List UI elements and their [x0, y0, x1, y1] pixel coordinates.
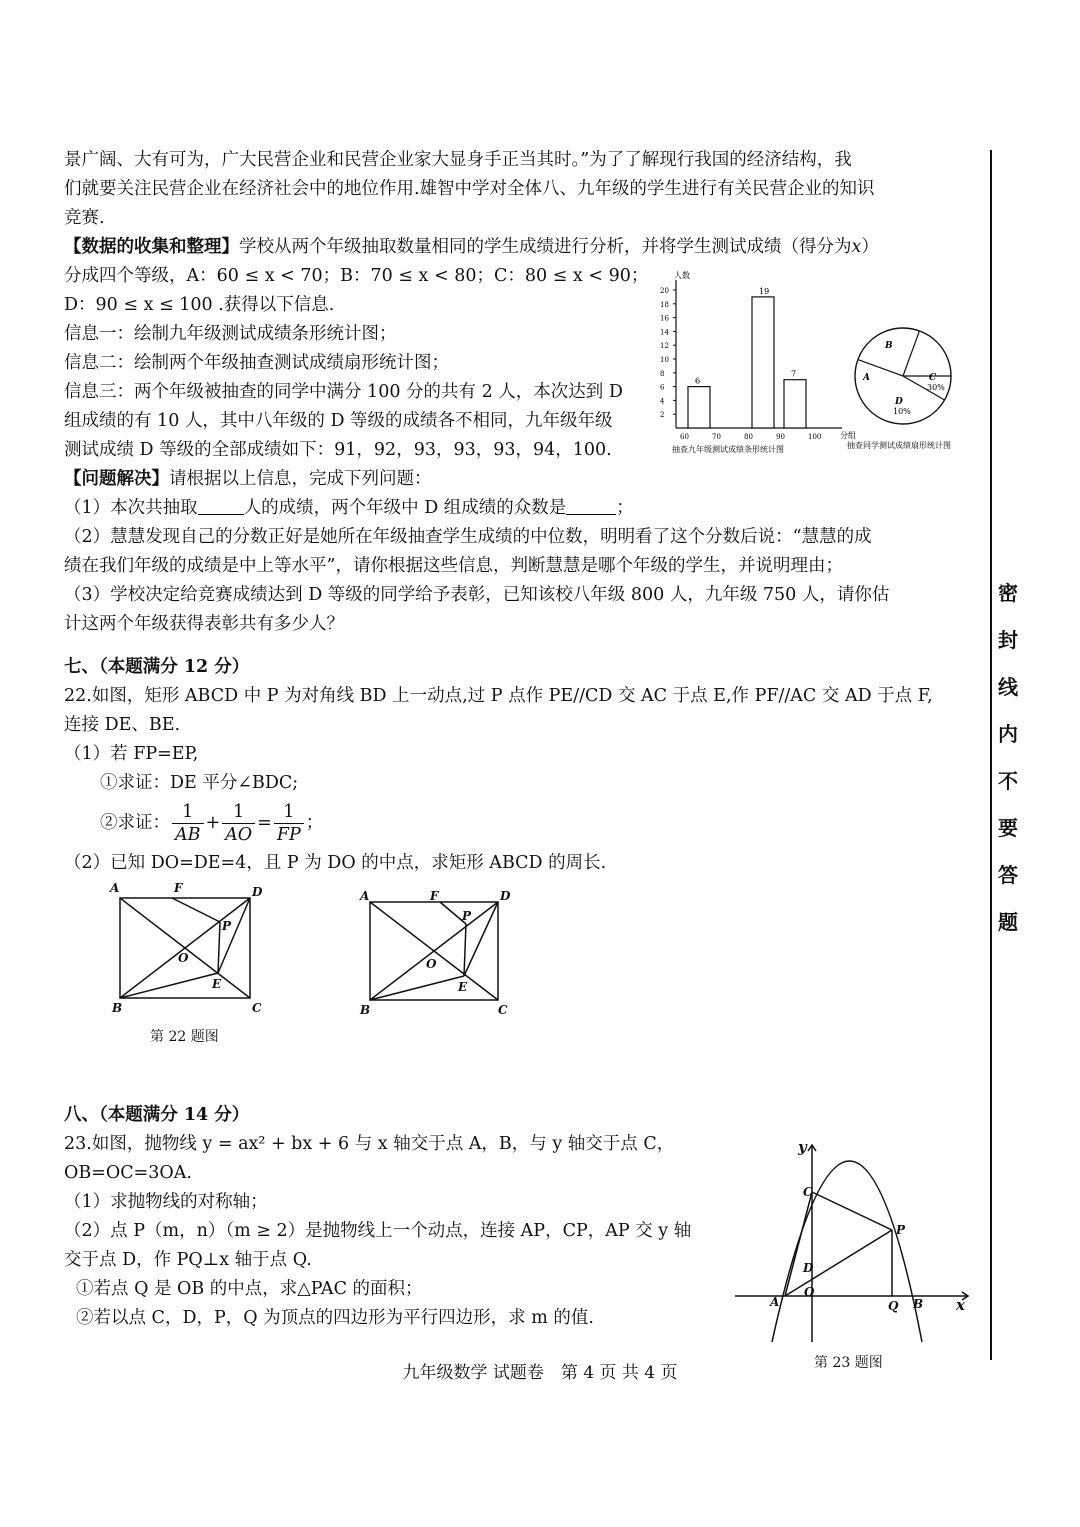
bar-y-tick-label: 14 [660, 328, 669, 337]
seal-char: 要 [998, 816, 1018, 840]
seg-fp-left [172, 898, 220, 922]
q23-figure-caption: 第 23 题图 [814, 1355, 883, 1371]
bar-y-tick-label: 2 [660, 411, 665, 420]
q21-info-1: 信息一：绘制九年级测试成绩条形统计图； [64, 324, 397, 344]
label-d-left: D [252, 885, 263, 899]
q21-grade-d: D：90 ≤ x ≤ 100 .获得以下信息. [64, 295, 335, 315]
bar-x-tick-label: 100 [808, 433, 822, 441]
label-c-left: C [252, 1001, 262, 1015]
label-b-left: B [112, 1001, 123, 1015]
q21-info-3c: 测试成绩 D 等级的全部成绩如下：91，92，93，93，93，94，100. [64, 440, 612, 460]
seg-ap [785, 1230, 892, 1296]
seg-pe-left [218, 922, 220, 973]
q23-part-2-1: ①若点 Q 是 OB 的中点，求△PAC 的面积； [76, 1279, 423, 1299]
bar-chart [648, 268, 856, 454]
q23-part-2a: （2）点 P（m，n）（m ≥ 2）是抛物线上一个动点，连接 AP，CP，AP 交 y 轴 [64, 1221, 692, 1241]
q22-figure-caption: 第 22 题图 [150, 1029, 219, 1045]
bar-y-tick-label: 12 [660, 342, 669, 351]
seal-char: 内 [998, 722, 1018, 746]
seg-be-right [370, 976, 464, 1000]
label-e-right: E [458, 980, 468, 994]
label-q: Q [888, 1299, 899, 1313]
q22-part-2: （2）已知 DO=DE=4，且 P 为 DO 的中点，求矩形 ABCD 的周长. [64, 853, 607, 873]
seal-char: 题 [998, 910, 1018, 934]
label-c: C [803, 1185, 813, 1199]
bar-x-tick-label: 70 [712, 433, 721, 441]
pie-label-D: D [895, 397, 903, 407]
q23-part-2-2: ②若以点 C，D，P，Q 为顶点的四边形为平行四边形，求 m 的值. [76, 1308, 594, 1328]
q23-part-2b: 交于点 D，作 PQ⊥x 轴于点 Q. [64, 1250, 312, 1270]
q21-part-1-a: （1）本次共抽取 [64, 498, 198, 518]
bar-y-tick-label: 18 [660, 300, 669, 309]
problem-solving-heading: 【问题解决】 [64, 469, 169, 489]
pie-chart-title: 抽查同学测试成绩扇形统计图 [847, 441, 951, 450]
q23-part-1: （1）求抛物线的对称轴； [64, 1192, 268, 1212]
bar-y-tick-label: 20 [660, 287, 669, 295]
close-paren: ） [861, 237, 879, 257]
q23-figure [730, 1130, 980, 1350]
numerator: 1 [172, 801, 204, 824]
label-a-left: A [110, 881, 120, 895]
bar-x-tick-label: 60 [680, 433, 689, 441]
seg-ac [785, 1192, 812, 1296]
q22-part-1-1: ①求证：DE 平分∠BDC; [100, 773, 299, 793]
intro-line-2: 们就要关注民营企业在经济社会中的地位作用.雄智中学对全体八、九年级的学生进行有关民营企业的知识 [64, 179, 875, 199]
seal-char: 密 [998, 581, 1018, 605]
seg-cp [812, 1192, 892, 1230]
label-b: B [913, 1297, 924, 1311]
seal-char: 不 [998, 769, 1018, 793]
semicolon: ； [305, 813, 324, 833]
page-footer: 九年级数学 试题卷 第 4 页 共 4 页 [402, 1363, 678, 1383]
q21-solve-line [64, 467, 944, 491]
pie-label-C: C [929, 373, 937, 383]
seal-char: 答 [998, 863, 1018, 887]
bar-x-tick-label: 90 [776, 433, 785, 441]
label-f-right: F [430, 889, 439, 903]
label-e-left: E [212, 977, 222, 991]
bar-x-tick-label: 80 [744, 433, 753, 441]
seg-pe-right [464, 924, 466, 976]
q21-grades-line: 分成四个等级，A：60 ≤ x < 70；B：70 ≤ x < 80；C：80 ≤ x < 90； [64, 266, 649, 286]
denominator: AB [175, 825, 201, 845]
q21-part-1-b: 人的成绩，两个年级中 D 组成绩的众数是 [243, 498, 567, 518]
q21-info-2: 信息二：绘制两个年级抽查测试成绩扇形统计图； [64, 353, 449, 373]
label-d-right: D [500, 889, 511, 903]
q23-line-1: 23.如图，抛物线 y = ax² + bx + 6 与 x 轴交于点 A，B，与 y 轴交于点 C， [64, 1134, 675, 1154]
data-collection-text: 学校从两个年级抽取数量相同的学生成绩进行分析，并将学生测试成绩（得分为 [239, 237, 852, 257]
numerator: 1 [274, 801, 304, 824]
fraction-1-over-ab [172, 801, 204, 846]
label-a: A [770, 1295, 780, 1309]
q22-part-1: （1）若 FP=EP, [64, 744, 199, 764]
bar-value-label: 7 [791, 369, 797, 379]
answer-blank-1[interactable] [198, 496, 244, 515]
q22-figure [100, 878, 540, 1018]
problem-solving-text: 请根据以上信息，完成下列问题： [169, 469, 432, 489]
q21-part-3b: 计这两个年级获得表彰共有多少人？ [64, 614, 344, 634]
seg-be-left [120, 973, 218, 998]
label-b-right: B [360, 1003, 371, 1017]
pie-label-A: A [863, 373, 870, 383]
label-p: P [896, 1223, 906, 1237]
bar-y-tick-label: 6 [660, 383, 665, 392]
q21-data-line [64, 235, 944, 259]
parabola-curve [772, 1161, 922, 1342]
fraction-1-over-fp [274, 801, 304, 846]
bar-C [752, 297, 774, 428]
pie-label-B: B [885, 341, 893, 351]
bar-y-tick-label: 8 [660, 369, 665, 378]
bar-value-label: 6 [695, 376, 701, 386]
label-x-axis: x [956, 1296, 965, 1314]
q21-part-2b: 绩在我们年级的成绩是中上等水平”，请你根据这些信息，判断慧慧是哪个年级的学生，并说明理由； [64, 556, 843, 576]
fraction-1-over-ao [222, 801, 255, 846]
q21-part-3a: （3）学校决定给竞赛成绩达到 D 等级的同学给予表彰，已知该校八年级 800 人，九年级 750 人，请你估 [64, 585, 890, 605]
seal-char: 线 [998, 675, 1018, 699]
answer-blank-2[interactable] [566, 496, 616, 515]
seg-de-left [218, 898, 250, 973]
pie-pct-C: 30% [927, 383, 945, 392]
seal-char: 封 [998, 628, 1018, 652]
bar-chart-title: 抽查九年级测试成绩条形统计图 [672, 445, 784, 454]
label-p-right: P [462, 909, 472, 923]
q21-part-2a: （2）慧慧发现自己的分数正好是她所在年级抽查学生成绩的中位数，明明看了这个分数后说：“慧慧的成 [64, 527, 872, 547]
denominator: FP [276, 825, 301, 845]
bar-y-label: 人数 [674, 271, 690, 280]
q21-part-1-c: ； [616, 498, 634, 518]
q23-section-heading: 八、（本题满分 14 分） [64, 1105, 250, 1125]
q23-line-2: OB=OC=3OA. [64, 1163, 192, 1183]
label-y-axis: y [798, 1138, 807, 1156]
label-o-left: O [178, 951, 189, 965]
bar-y-tick-label: 16 [660, 314, 669, 323]
seal-warning-text [994, 570, 1022, 946]
label-a-right: A [360, 889, 370, 903]
bar-x-label: 分组 [840, 431, 856, 440]
q21-info-3a: 信息三：两个年级被抽查的同学中满分 100 分的共有 2 人，本次达到 D [64, 382, 623, 402]
q22-line-1: 22.如图，矩形 ABCD 中 P 为对角线 BD 上一动点,过 P 点作 PE//CD 交 AC 于点 E,作 PF//AC 交 AD 于点 F, [64, 686, 933, 706]
label-p-left: P [222, 919, 232, 933]
denominator: AO [225, 825, 253, 845]
q21-part-1 [64, 496, 944, 520]
bar-y-tick-label: 4 [660, 397, 665, 406]
q22-section-heading: 七、（本题满分 12 分） [64, 657, 250, 677]
numerator: 1 [222, 801, 255, 824]
pie-pct-D: 10% [893, 407, 911, 416]
q22-part-1-2 [100, 798, 980, 848]
intro-line-3: 竞赛. [64, 208, 105, 228]
label-d: D [803, 1261, 814, 1275]
q21-info-3b: 组成绩的有 10 人，其中八年级的 D 等级的成绩各不相同，九年级年级 [64, 411, 613, 431]
bar-value-label: 19 [759, 286, 770, 296]
equals-sign: = [257, 813, 272, 833]
bar-y-tick-label: 10 [660, 356, 669, 364]
prove-lead: ②求证： [100, 813, 170, 833]
data-collection-heading: 【数据的收集和整理】 [64, 237, 239, 257]
label-c-right: C [498, 1003, 508, 1017]
intro-line-1: 景广阔、大有可为，广大民营企业和民营企业家大显身手正当其时。”为了了解现行我国的经济结构，我 [64, 150, 852, 170]
plus-sign: + [205, 813, 221, 833]
variable-x: x [851, 237, 862, 257]
bar-D [784, 380, 806, 428]
bar-A [688, 387, 710, 428]
label-o-right: O [426, 957, 437, 971]
label-f-left: F [174, 881, 183, 895]
label-o: O [804, 1285, 815, 1299]
pie-chart [845, 322, 985, 454]
binding-line [990, 150, 992, 1360]
q22-line-2: 连接 DE、BE. [64, 715, 181, 735]
